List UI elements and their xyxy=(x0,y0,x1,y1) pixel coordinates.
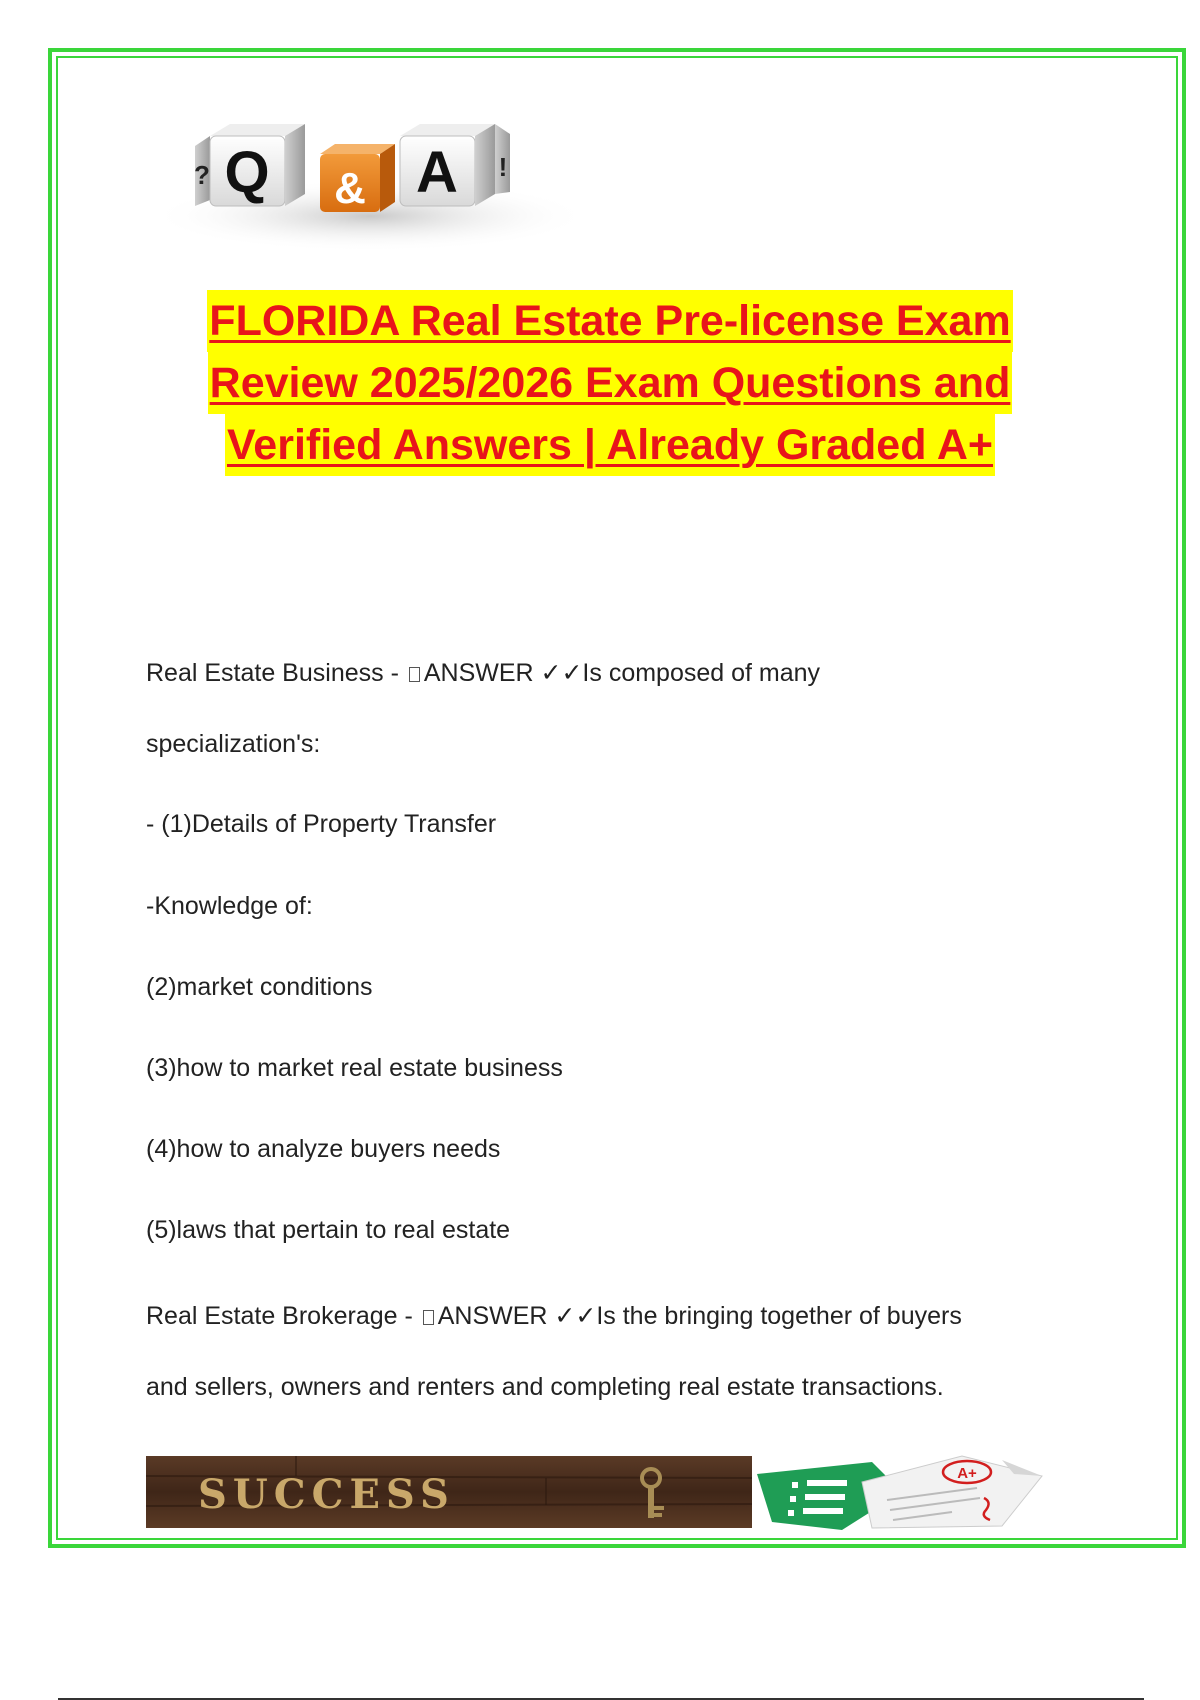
die-ampersand xyxy=(320,144,395,213)
answer-text: Is the bringing together of buyers xyxy=(596,1302,962,1330)
answer-label: ANSWER ✓✓ xyxy=(437,1302,597,1330)
list-item: (5)laws that pertain to real estate xyxy=(146,1216,511,1244)
success-banner-image xyxy=(146,1456,752,1528)
document-title xyxy=(140,290,1080,476)
qa-entry-2-line-1: Real Estate Brokerage - ANSWER ✓✓Is the bringing together of buyers xyxy=(146,1302,962,1330)
qa-term: Real Estate Brokerage xyxy=(146,1302,398,1330)
svg-text:!: ! xyxy=(498,152,508,182)
title-line-3: Verified Answers | Already Graded A+ xyxy=(225,414,995,476)
missing-glyph-box-icon xyxy=(423,1310,434,1325)
graded-paper xyxy=(862,1456,1042,1528)
title-line-2: Review 2025/2026 Exam Questions and xyxy=(208,352,1013,414)
qa-entry-2-line-2: and sellers, owners and renters and completing real estate transactions. xyxy=(146,1373,944,1401)
missing-glyph-box-icon xyxy=(409,667,420,682)
die-q xyxy=(210,124,305,206)
list-item: (3)how to market real estate business xyxy=(146,1054,563,1082)
answer-text: Is composed of many xyxy=(582,659,821,687)
svg-text:A+: A+ xyxy=(957,1465,977,1482)
qa-entry-1-line-2: specialization's: xyxy=(146,730,321,758)
svg-text:?: ? xyxy=(194,160,210,190)
qa-dice-logo xyxy=(145,88,595,258)
list-item: -Knowledge of: xyxy=(146,892,313,920)
qa-entry-1-line-1: Real Estate Business - ANSWER ✓✓Is composed of many xyxy=(146,659,821,687)
die-question-left xyxy=(194,136,210,206)
list-item: (4)how to analyze buyers needs xyxy=(146,1135,501,1163)
title-line-1: FLORIDA Real Estate Pre-license Exam xyxy=(207,290,1012,352)
die-a xyxy=(400,124,495,206)
list-item: - (1)Details of Property Transfer xyxy=(146,810,497,838)
die-exclaim-right xyxy=(495,124,510,194)
svg-text:SUCCESS: SUCCESS xyxy=(198,1471,455,1518)
svg-text:&: & xyxy=(334,164,366,213)
qa-term: Real Estate Business xyxy=(146,659,384,687)
svg-text:Q: Q xyxy=(224,140,270,205)
qa-content xyxy=(146,658,1086,1402)
graded-paper-icon xyxy=(752,1452,1074,1532)
svg-text:A: A xyxy=(416,140,458,205)
answer-label: ANSWER ✓✓ xyxy=(423,659,583,687)
list-item: (2)market conditions xyxy=(146,973,373,1001)
